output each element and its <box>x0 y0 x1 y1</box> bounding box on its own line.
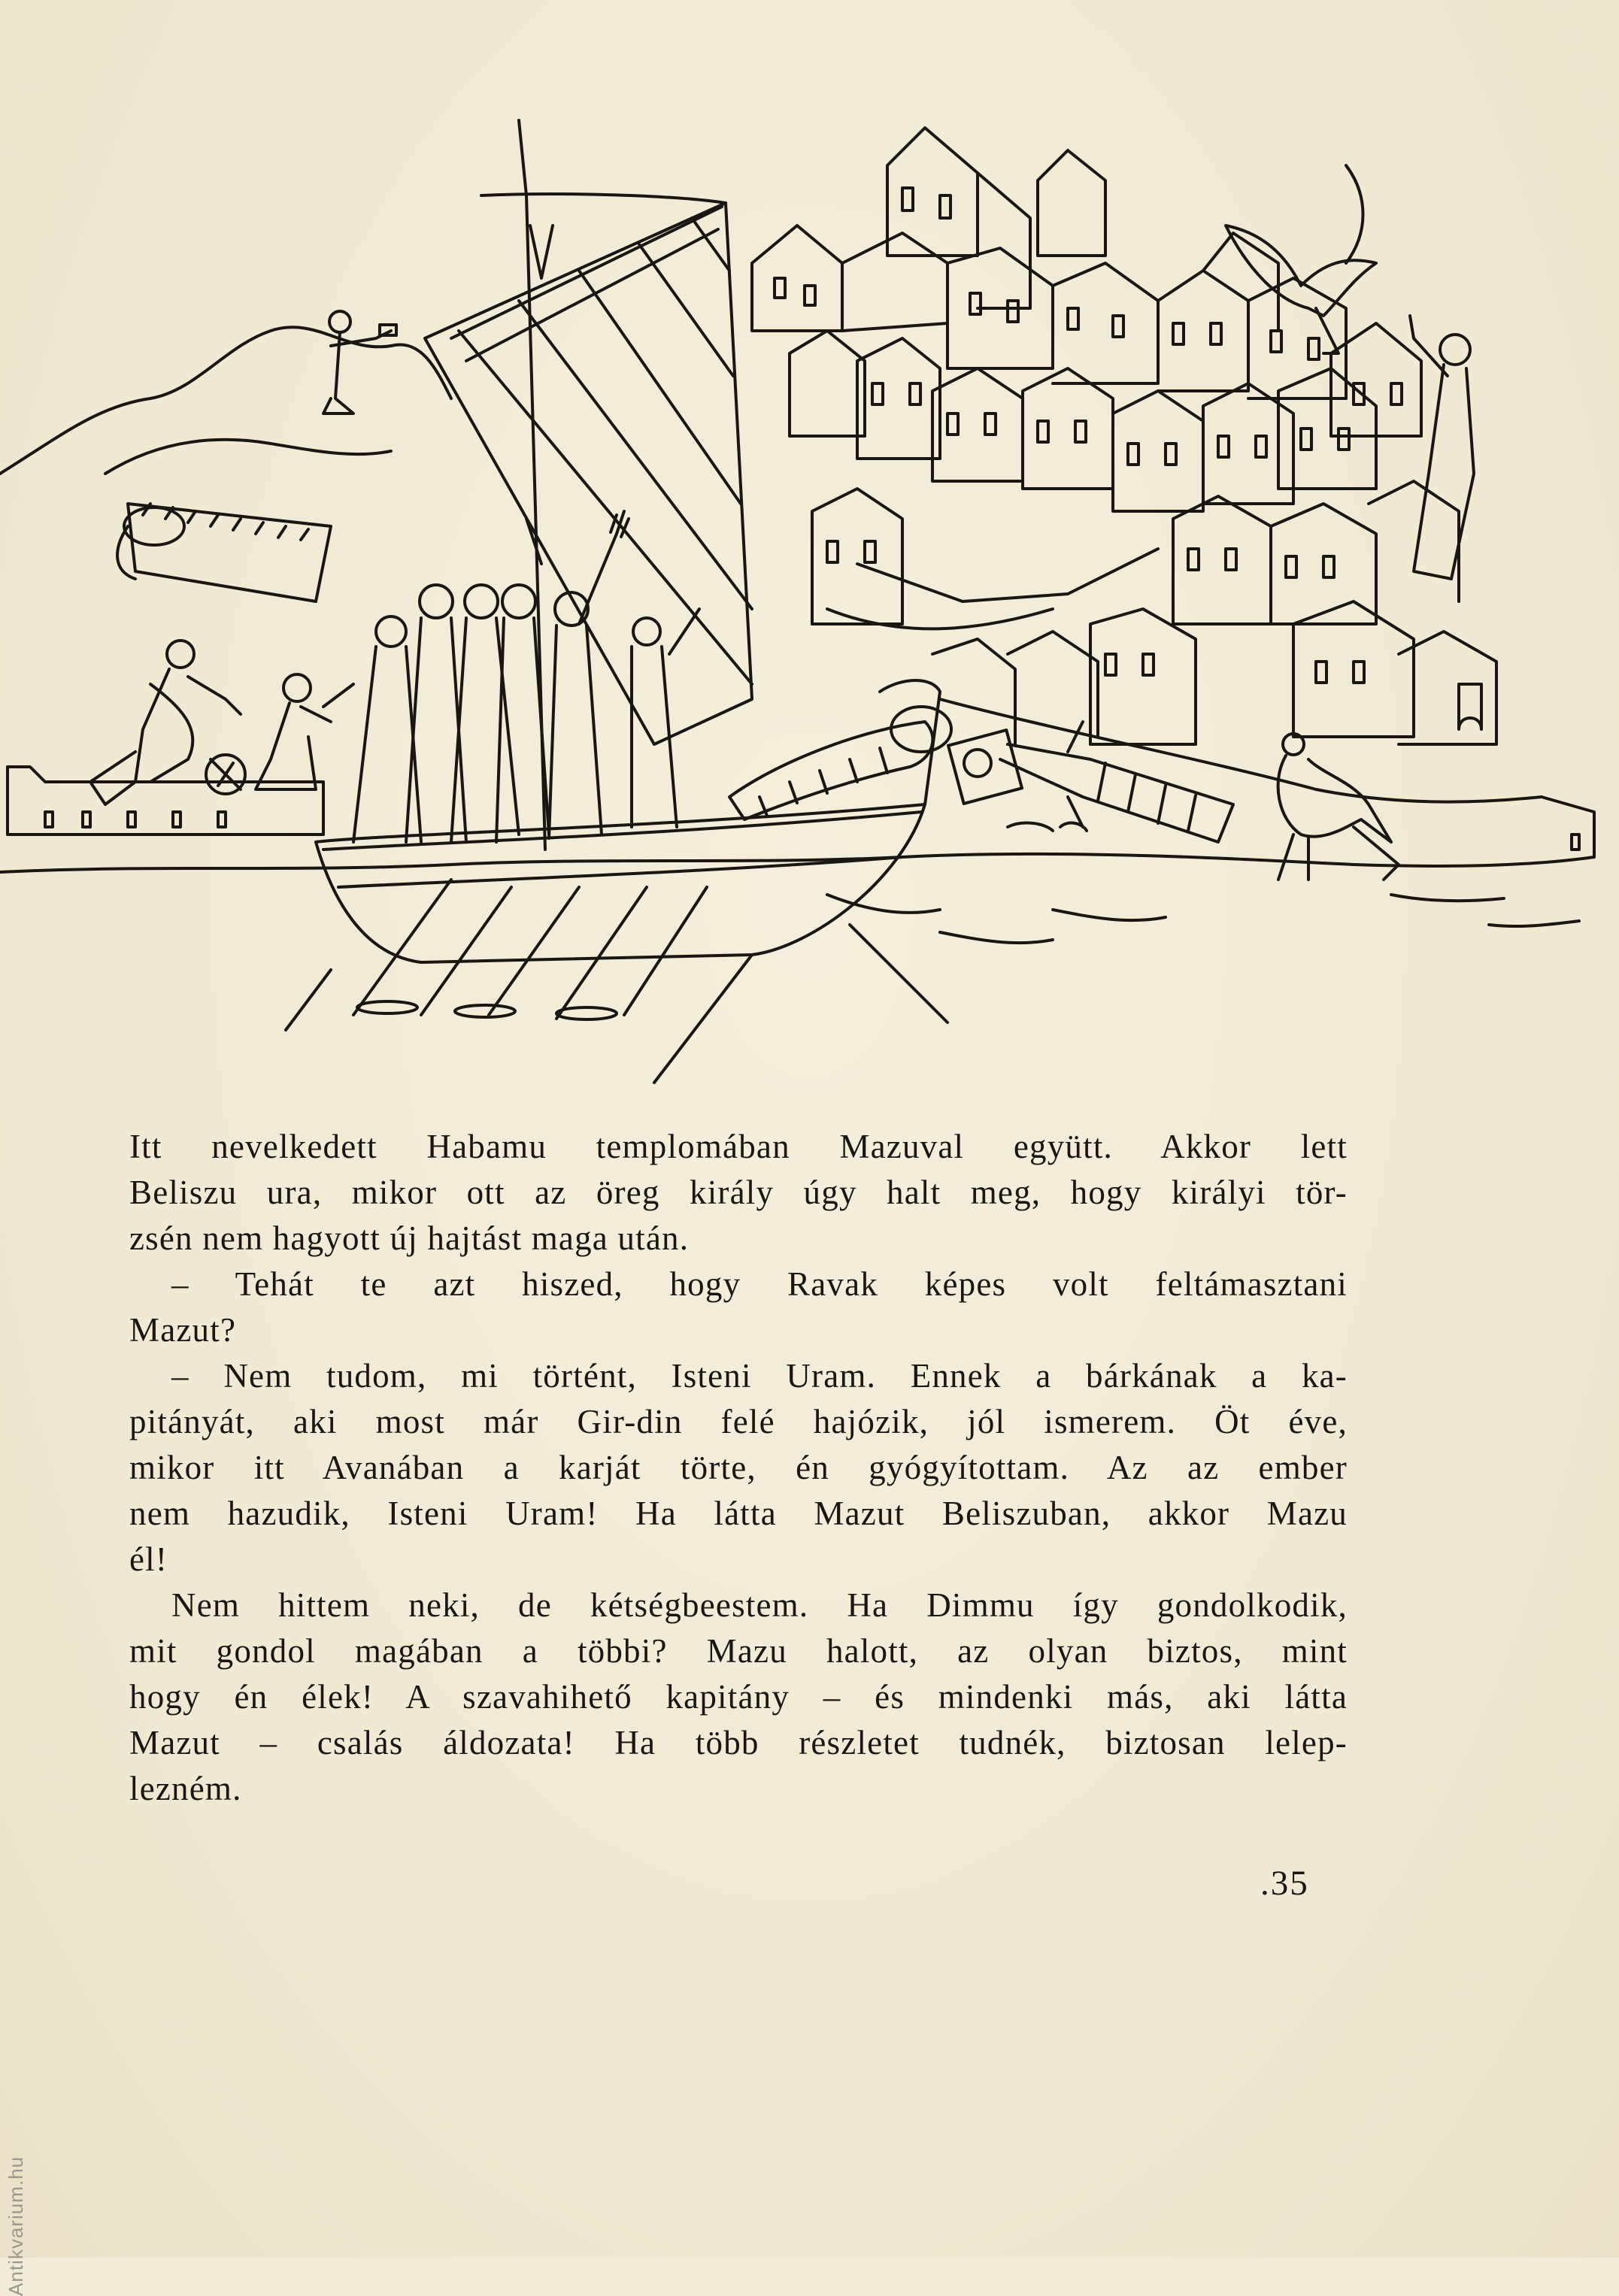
text-line: – Tehát te azt hiszed, hogy Ravak képes volt feltámasztani <box>171 1265 1348 1303</box>
illustration-drawing <box>0 83 1619 1105</box>
kneeling-figures <box>90 641 331 804</box>
text-line: Nem hittem neki, de kétségbeestem. Ha Dimmu így gondolkodik, <box>171 1586 1348 1624</box>
text-line: Mazut? <box>129 1311 237 1349</box>
text-line: mikor itt Avanában a karját törte, én gyógyítottam. Az az ember <box>129 1449 1348 1486</box>
paragraph-2 <box>129 1262 1348 1353</box>
wrapped-figure <box>729 707 951 819</box>
text-line: él! <box>129 1540 168 1578</box>
paragraph-3 <box>129 1353 1348 1583</box>
text-line: – Nem tudom, mi történt, Isteni Uram. Ennek a bárkának a ka- <box>171 1357 1348 1395</box>
ink-illustration-harbor-ship <box>0 83 1619 1105</box>
fortress-wall <box>117 504 331 601</box>
text-line: zsén nem hagyott új hajtást maga után. <box>129 1219 690 1257</box>
figure-on-hill <box>323 311 396 413</box>
text-line: hogy én élek! A szavahihető kapitány – és mindenki más, aki látta <box>129 1678 1348 1716</box>
text-line: Mazut – csalás áldozata! Ha több részletet tudnék, biztosan lelep- <box>129 1724 1348 1761</box>
text-line: pitányát, aki most már Gir-din felé hajózik, jól ismerem. Öt éve, <box>129 1403 1348 1440</box>
shoreline-water <box>0 823 1594 944</box>
passengers <box>323 511 699 842</box>
text-line: mit gondol magában a többi? Mazu halott, az olyan biztos, mint <box>129 1632 1348 1670</box>
ship-mast-sail <box>425 120 752 850</box>
left-pier <box>8 767 323 834</box>
paragraph-1 <box>129 1124 1348 1262</box>
text-line: Beliszu ura, mikor ott az öreg király úgy halt meg, hogy királyi tör- <box>129 1174 1348 1211</box>
page-number: .35 <box>1260 1864 1309 1903</box>
town-buildings <box>752 128 1496 744</box>
bird-right <box>1278 734 1399 880</box>
hill-line-2 <box>105 440 391 474</box>
watermark: Antikvarium.hu <box>5 2156 27 2296</box>
body-text <box>129 1124 1348 1812</box>
paragraph-4 <box>129 1583 1348 1812</box>
text-line: nem hazudik, Isteni Uram! Ha látta Mazut Beliszuban, akkor Mazu <box>129 1495 1348 1532</box>
figure-right-raised-arm <box>1410 316 1474 579</box>
text-line: Itt nevelkedett Habamu templomában Mazuval együtt. Akkor lett <box>129 1128 1348 1165</box>
text-line: lezném. <box>129 1770 242 1807</box>
